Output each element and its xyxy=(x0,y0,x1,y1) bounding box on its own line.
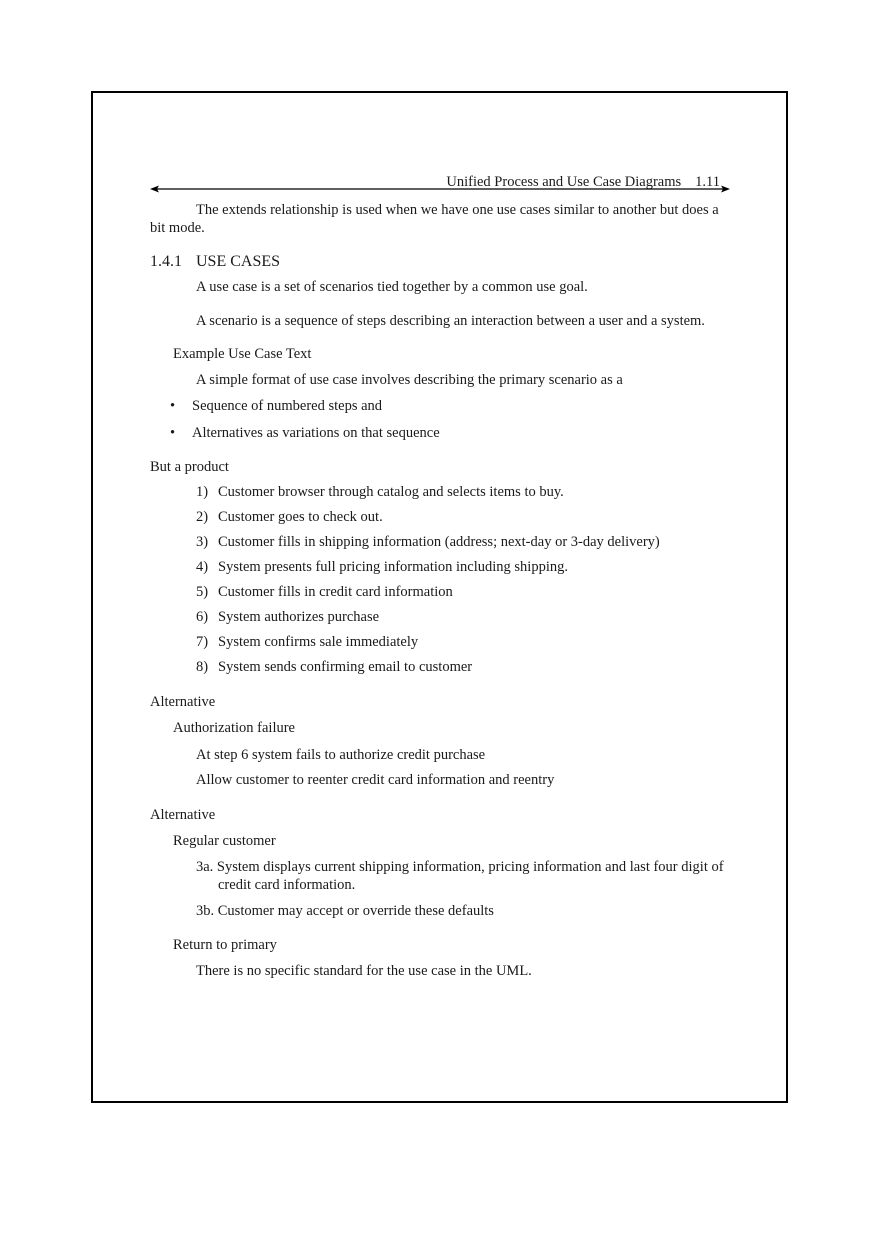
list-item xyxy=(150,558,726,576)
header-page-number: 1.11 xyxy=(695,174,720,190)
step-text: Customer goes to check out. xyxy=(218,509,383,525)
step-number: 5) xyxy=(196,584,209,600)
step-text: Customer fills in shipping information (address; next-day or 3-day delivery) xyxy=(218,534,660,550)
step-text: Customer browser through catalog and selects items to buy. xyxy=(218,484,564,500)
list-item xyxy=(150,658,726,676)
step-number: 4) xyxy=(196,559,209,575)
alternative-item: 3a. System displays current shipping information, pricing information and last four digit of credit card information. xyxy=(196,859,724,893)
list-item xyxy=(150,397,726,415)
bullet-text: Alternatives as variations on that sequence xyxy=(192,425,440,441)
step-text: Customer fills in credit card information xyxy=(218,584,453,600)
alternative-heading: Alternative xyxy=(150,807,216,823)
list-item xyxy=(150,533,726,551)
step-number: 1) xyxy=(196,484,209,500)
step-text: System sends confirming email to customer xyxy=(218,659,473,675)
product-heading: But a product xyxy=(150,459,229,475)
closing-paragraph: There is no specific standard for the use case in the UML. xyxy=(196,963,532,979)
page-body xyxy=(150,201,726,980)
running-header xyxy=(150,174,730,194)
step-number: 6) xyxy=(196,609,209,625)
step-number: 7) xyxy=(196,634,209,650)
list-item xyxy=(150,424,726,442)
bullet-marker: • xyxy=(170,425,176,441)
step-number: 3) xyxy=(196,534,209,550)
header-arrow-line xyxy=(150,184,730,194)
header-title: Unified Process and Use Case Diagrams xyxy=(446,174,682,190)
section-heading xyxy=(150,253,726,271)
step-text: System confirms sale immediately xyxy=(218,634,419,650)
alternative-line: Allow customer to reenter credit card information and reentry xyxy=(196,772,555,788)
step-number: 2) xyxy=(196,509,209,525)
step-number: 8) xyxy=(196,659,209,675)
alternative-subheading: Regular customer xyxy=(173,833,276,849)
list-item xyxy=(150,583,726,601)
alternative-line: At step 6 system fails to authorize credit purchase xyxy=(196,747,486,763)
list-item xyxy=(150,608,726,626)
bullet-text: Sequence of numbered steps and xyxy=(192,398,383,414)
definition-use-case: A use case is a set of scenarios tied together by a common use goal. xyxy=(196,279,588,295)
example-heading: Example Use Case Text xyxy=(173,346,312,362)
list-item xyxy=(150,633,726,651)
intro-paragraph: The extends relationship is used when we have one use cases similar to another but does a bit mode. xyxy=(150,202,719,236)
list-item xyxy=(150,508,726,526)
format-intro: A simple format of use case involves describing the primary scenario as a xyxy=(196,372,623,388)
section-title: USE CASES xyxy=(196,253,281,270)
alternative-heading: Alternative xyxy=(150,694,216,710)
alternative-subheading: Authorization failure xyxy=(173,720,295,736)
section-number: 1.4.1 xyxy=(150,253,182,270)
list-item xyxy=(150,483,726,501)
step-text: System presents full pricing information including shipping. xyxy=(218,559,568,575)
alternative-item: 3b. Customer may accept or override these defaults xyxy=(196,903,494,919)
bullet-marker: • xyxy=(170,398,176,414)
step-text: System authorizes purchase xyxy=(218,609,380,625)
return-heading: Return to primary xyxy=(173,937,277,953)
definition-scenario: A scenario is a sequence of steps describing an interaction between a user and a system. xyxy=(196,313,705,329)
